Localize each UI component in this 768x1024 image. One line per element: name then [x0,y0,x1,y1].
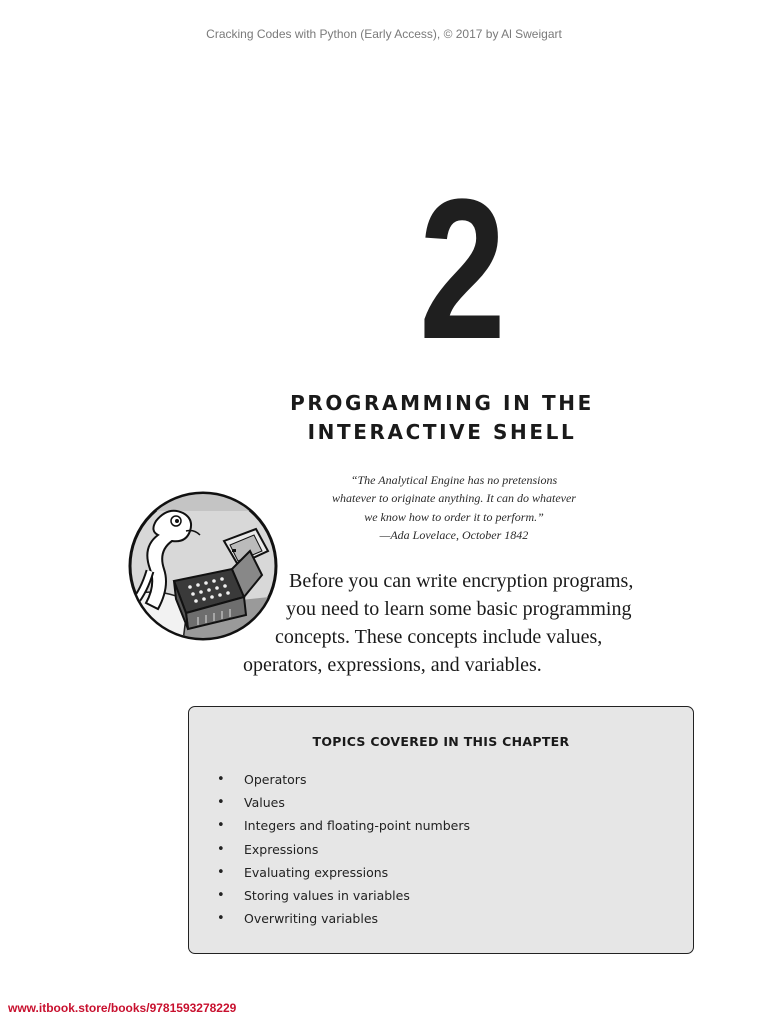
bullet-icon: • [217,772,225,787]
chapter-number: 2 [419,158,506,381]
topic-label: Expressions [244,841,319,857]
epigraph-line: “The Analytical Engine has no pretensions [350,473,558,487]
topic-item [189,814,470,837]
topic-label: Overwriting variables [244,911,379,927]
footer-store-link[interactable]: www.itbook.store/books/9781593278229 [8,1001,237,1015]
topic-label: Storing values in variables [244,887,410,903]
intro-line: Before you can write encryption programs, [289,570,634,592]
bullet-icon: • [217,864,225,880]
chapter-title-line: PROGRAMMING IN THE [290,391,594,415]
intro-line: concepts. These concepts include values, [275,626,603,648]
bullet-icon: • [217,795,225,811]
topic-item [189,907,470,930]
topic-label: Values [244,795,285,811]
topic-label: Integers and floating-point numbers [244,818,471,834]
topic-item [189,838,470,861]
topics-list [189,768,470,930]
bullet-icon: • [217,818,225,834]
topic-item [189,884,470,907]
intro-paragraph [243,567,713,679]
epigraph-line: whatever to originate anything. It can do whatever [332,491,576,506]
intro-line: operators, expressions, and variables. [243,654,542,676]
topics-heading: TOPICS COVERED IN THIS CHAPTER [312,734,570,749]
page-header: Cracking Codes with Python (Early Access), © 2017 by Al Sweigart [206,27,562,41]
epigraph-quote [294,471,614,544]
topic-item [189,768,470,791]
intro-line: you need to learn some basic programming [286,598,632,620]
topic-item [189,861,470,884]
topic-label: Operators [244,772,307,787]
topics-box [188,706,694,954]
bullet-icon: • [217,841,225,857]
epigraph-attribution: —Ada Lovelace, October 1842 [379,527,529,542]
chapter-title [232,389,652,447]
topic-label: Evaluating expressions [244,864,389,880]
chapter-title-line: INTERACTIVE SHELL [307,420,577,444]
bullet-icon: • [217,911,225,927]
epigraph-line: we know how to order it to perform.” [364,509,544,524]
bullet-icon: • [217,887,225,903]
topic-item [189,791,470,814]
